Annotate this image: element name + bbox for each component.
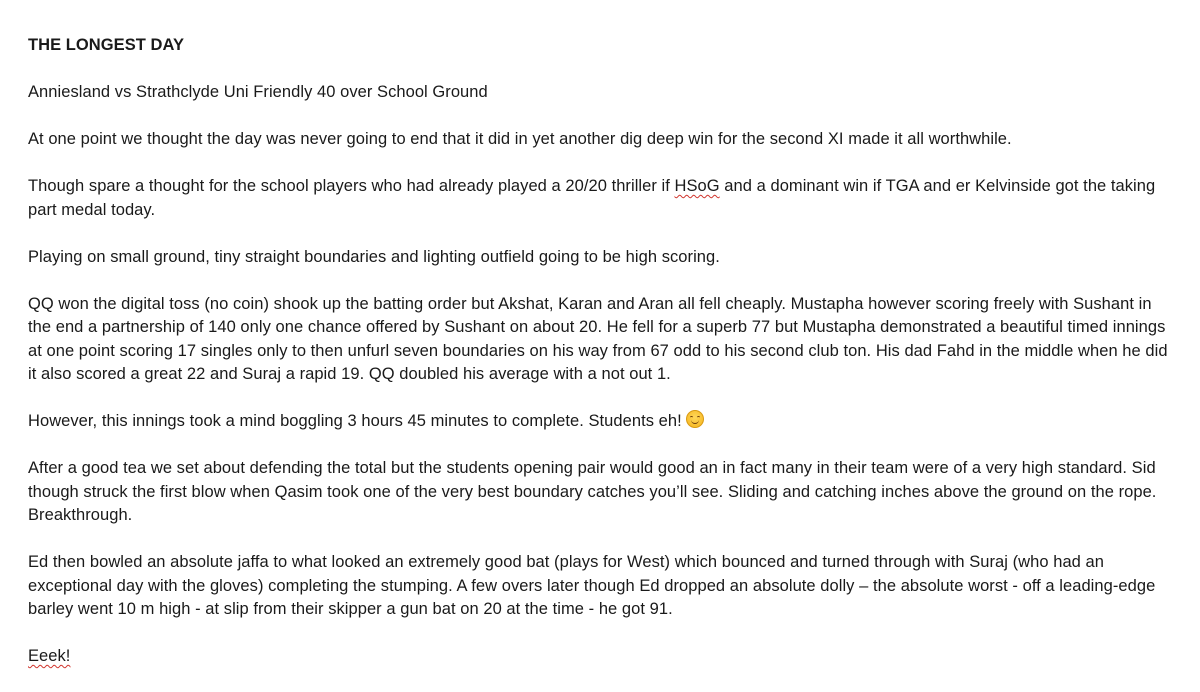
paragraph-bowling: After a good tea we set about defending the total but the students opening pair would good an in fact many in their team were of a very high standard. Sid though struck the first blow when Qasim took one of the very best boundary catches you’ll see. Sliding and catching inches above the ground on the rope. Breakthrough. <box>28 459 1157 524</box>
spellcheck-flagged-word[interactable]: Eeek! <box>28 647 71 665</box>
paragraph-intro: At one point we thought the day was never going to end that it did in yet another dig deep win for the second XI made it all worthwhile. <box>28 130 1012 148</box>
paragraph-school-players <box>28 175 1178 222</box>
paragraph-ground: Playing on small ground, tiny straight boundaries and lighting outfield going to be high scoring. <box>28 247 720 266</box>
match-line: Anniesland vs Strathclyde Uni Friendly 40 over School Ground <box>28 83 488 101</box>
paragraph-text: However, this innings took a mind boggling 3 hours 45 minutes to complete. Students eh! <box>28 412 682 430</box>
paragraph-innings-time <box>28 410 1178 434</box>
smiling-face-icon <box>686 410 704 428</box>
paragraph-text: Though spare a thought for the school players who had already played a 20/20 thriller if <box>28 177 675 195</box>
document-body[interactable] <box>28 34 1178 692</box>
document-title: THE LONGEST DAY <box>28 36 184 54</box>
spellcheck-flagged-word[interactable]: HSoG <box>674 177 720 195</box>
paragraph-batting: QQ won the digital toss (no coin) shook up the batting order but Akshat, Karan and Aran all fell cheaply. Mustapha however scoring freely with Sushant in the end a partnership of 140 only one chance offered by Sushant on about 20. He fell for a superb 77 but Mustapha demonstrated a beautiful timed innings at one point scoring 17 singles only to then unfurl seven boundaries on his way from 67 odd to his second club ton. His dad Fahd in the middle when he did it also scored a great 22 and Suraj a rapid 19. QQ doubled his average with a not out 1. <box>28 294 1168 383</box>
paragraph-text: and a dominant win if TGA and er Kelvinside got the taking part medal today. <box>28 177 1156 219</box>
paragraph-stumping: Ed then bowled an absolute jaffa to what looked an extremely good bat (plays for West) which bounced and turned through with Suraj (who had an exceptional day with the gloves) completing the stumping. A few overs later though Ed dropped an absolute dolly – the absolute worst - off a leading-edge barley went 10 m high - at slip from their skipper a gun bat on 20 at the time - he got 91. <box>28 553 1156 618</box>
paragraph-eeek <box>28 645 1178 669</box>
